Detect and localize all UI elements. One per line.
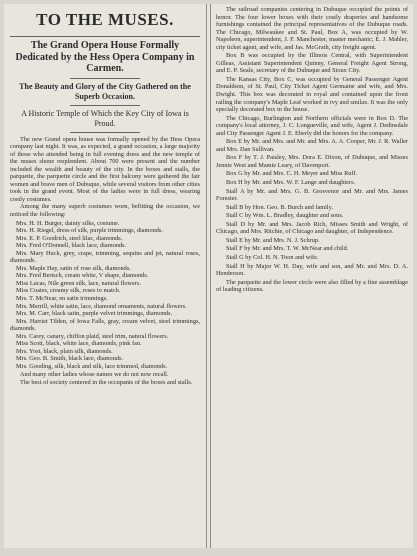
list-item: Mrs. Harriet Tilden, of Iowa Falls, gray, cream velvet, steel trimmings, diamonds. [10,317,200,333]
list-item: Mrs. M. Carr, black satin, purple velvet trimmings, diamonds. [16,310,173,318]
body-paragraph: Box F by T. J. Paisley, Mrs. Dora E. Dixon, of Dubuque, and Misses Jennie West and Mamie Leary, of Davenport. [216,154,408,169]
body-paragraph: Box H by Mr. and Mrs. W. F. Lange and daughters. [226,179,356,187]
list-item: Miss Coates, creamy silk, roses to match. [16,287,121,295]
body-paragraph: Stall F by Mr. and Mrs. T. W. McNear and child. [226,245,349,253]
newspaper-page [4,4,413,548]
body-paragraph: Box G by Mr. and Mrs. C. H. Meyer and Miss Ruff. [226,170,358,178]
body-paragraph: Box B was occupied by the Illinois Central, with Superintendent Gilleas, Assistant Superintendent Quinny, General Freight Agent Strong, and E. P. Seale, secretary of the Dubuque and Sioux City. [216,52,408,75]
divider [70,105,140,106]
list-item: Miss Scott, black, white lace, diamonds, pink fan. [16,340,142,348]
body-paragraph: Stall H by Major W. H. Day, wife and son, and Mr. and Mrs. D. A. Henderson. [216,262,408,278]
left-column [10,6,200,546]
divider [70,132,140,133]
deck-secondary: The Beauty and Glory of the City Gathered on the Superb Occasion. [19,81,191,101]
body-paragraph: The new Grand opera house was formally opened by the Hess Opera company last night. It was, as expected, a grand occasion, a large majority of those who attended being in full evening dress and the new temple of the muses shone resplendent. About 700 were present and the number included the wealth and beauty of the city. In the boxes and stalls, the parquette, the parquette circle and the first balcony were gathered the fair women and brave men of Dubuque, while several visitors from other cities took in the grand event. Most of the ladies were in full dress, wearing costly costumes. [10,135,200,203]
body-paragraph: Stall C by Wm. L. Bradley, daughter and sons. [226,212,344,220]
body-paragraph: The Kansas City, Box C, was occupied by General Passenger Agent Donaldson, of St. Paul, City Ticket Agent Germaine and wife, and Mrs. Dwight. This box was decorated in royal and contained upon the front railing the company's Maple Leaf worked in ivy and smilax. It was the only specially decorated box in the house. [216,75,408,114]
list-item: Mrs. Mary Huck, grey, crape, trimming, sequins and jet, natural roses, diamonds. [10,249,200,265]
list-item: Mrs. T. McNear, en satin trimmings. [16,294,108,302]
body-paragraph: The parquette and the lower circle were also filled by a fine assemblage of leading citizens. [216,278,408,294]
deck-primary: The Grand Opera House Formally Dedicated by the Hess Opera Company in Carmen. [15,40,195,74]
list-item: Mrs. Maple Hay, satin of rose silk, diamonds. [16,264,131,272]
body-paragraph: Stall E by Mr. and Mrs. N. J. Schrup. [226,236,320,244]
list-item: Mrs. H. Riegel, dress of silk, purple trimmings, diamonds. [16,227,163,235]
column-rule [210,4,211,548]
body-paragraph: The best of society centered in the occupants of the boxes and stalls. [20,379,193,386]
list-item: Mrs. Geo. B. Smith, black lace, diamonds. [16,355,124,363]
costume-list [10,220,200,371]
column-rule [206,4,207,548]
body-paragraph: The railroad companies centering in Dubuque occupied the points of honor. The four lower boxes with their costly draperies and handsome furnishings contained the principal representatives of the Dubuque roads. The Chicago, Milwaukee and St. Paul, Box A, was occupied by W. Napoleon, superintendent, J. F. Manchester, master mechanic; E. J. Mahler, city ticket agent, and wife, and Jas. McGrath, city freight agent. [216,6,408,51]
divider [10,36,200,37]
divider [70,78,140,79]
list-item: Mrs. Merrill, white satin, lace, diamond ornaments, natural flowers. [16,302,187,310]
headline: TO THE MUSES. [36,10,174,29]
list-item: Mrs. E. P. Goodrich, steel lilac, diamonds. [16,234,123,242]
body-paragraph: Stall A by Mr. and Mrs. G. B. Grosvenor and Mr. and Mrs. James Forester. [216,187,408,203]
body-paragraph: Box E by Mr. and Mrs. and Mr. and Mrs. A. A. Cooper, Mr. J. R. Waller and Mrs. Dan Sullivan. [216,138,408,153]
body-paragraph: And many other ladies whose names we do not now recall. [20,371,169,379]
deck-tertiary: A Historic Temple of Which the Key City of Iowa is Proud. [21,108,189,128]
body-paragraph: The Chicago, Burlington and Northern officials were in Box D. The company's local attorney, J. C. Longueville, and wife, Agent J. Dedinsdale and City Passenger Agent J. E. Eberly did the honors for the company. [216,114,408,137]
list-item: Mrs. Carey, canary, chiffon plaid, steel trim, natural flowers. [16,332,169,340]
body-paragraph: Stall G by Col. H. N. Toon and wife. [226,253,319,261]
body-paragraph: Among the many superb costumes worn, befitting the occasion, we noticed the following: [10,203,200,218]
list-item: Mrs. Gooding, silk, black and silk, lace trimmed, diamonds. [16,362,168,370]
list-item: Mrs. Yost, black, plain silk, diamonds. [16,347,113,355]
list-item: Mrs. Fred Bertsch, cream white, V shape, diamonds. [16,272,149,280]
list-item: Mrs. Fred O'Donnell, black lace, diamonds. [16,242,127,250]
body-paragraph: Stall D by Mr. and Mrs. Jacob Rich, Misses Smith and Wright, of Chicago, and Mrs. Ritchie, of Chicago and daughter, of Independence. [216,220,408,236]
list-item: Miss Lucas, Nile green silk, lace, natural flowers. [16,279,142,287]
right-column [216,6,408,546]
list-item: Mrs. H. H. Burger, dainty silks, costume. [16,219,120,227]
body-paragraph: Stall B by Hon. Geo. B. Burch and family. [226,203,333,211]
